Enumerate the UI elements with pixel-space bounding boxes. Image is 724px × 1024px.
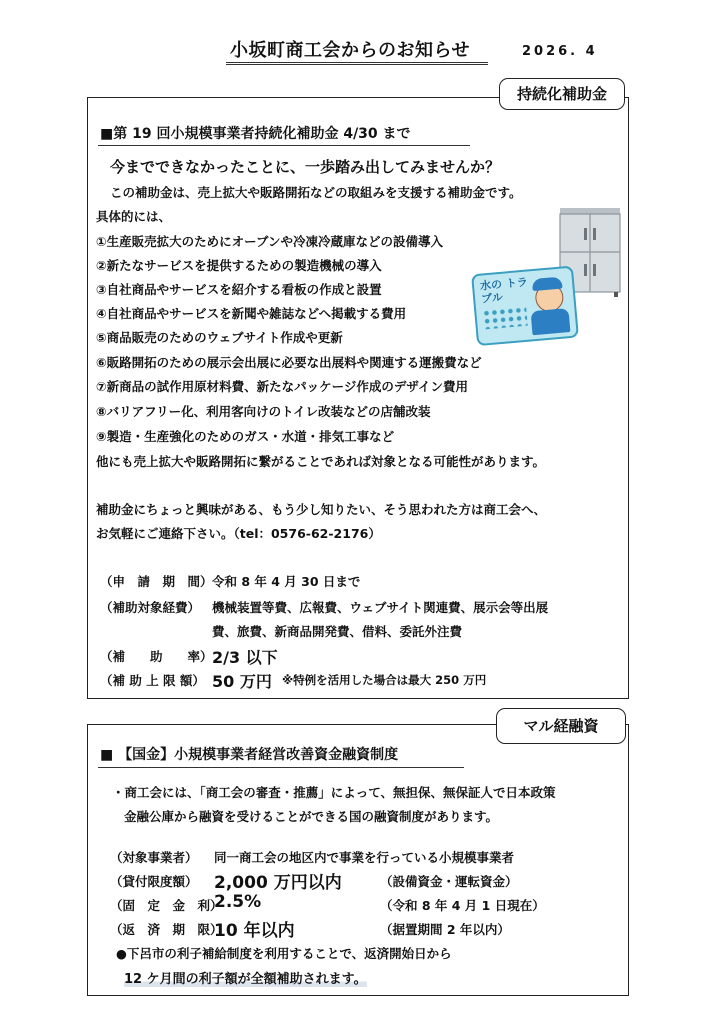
list-item: ①生産販売拡大のためにオーブンや冷凍冷蔵庫などの設備導入 [96, 234, 443, 249]
subsidy-heading: ■第 19 回小規模事業者持続化補助金 4/30 まで [100, 126, 411, 142]
period-value: 令和 8 年 4 月 30 日まで [212, 574, 361, 589]
list-item: ②新たなサービスを提供するための製造機械の導入 [96, 258, 382, 273]
subsidy-specifically: 具体的には、 [96, 209, 172, 224]
expense-value-1: 機械装置等費、広報費、ウェブサイト関連費、展示会等出展 [212, 600, 549, 615]
page-title: 小坂町商工会からのお知らせ [230, 40, 470, 61]
loan-row-label: （固 定 金 利） [110, 898, 223, 913]
subsidy-other: 他にも売上拡大や販路開拓に繋がることであれば対象となる可能性があります。 [96, 454, 546, 469]
issue-date: 2026. 4 [522, 44, 598, 59]
loan-bullet-2: 12 ケ月間の利子額が全額補助されます。 [124, 968, 367, 987]
subsidy-tab: 持続化補助金 [499, 78, 625, 110]
loan-tab: マル経融資 [496, 708, 626, 744]
worker-body [530, 308, 570, 335]
title-underline [226, 62, 488, 65]
loan-row-note: （据置期間 2 年以内） [380, 922, 510, 937]
loan-row-value: 同一商工会の地区内で事業を行っている小規模事業者 [214, 850, 515, 865]
contact-line-2: お気軽にご連絡下さい。（tel：0576-62-2176） [96, 526, 381, 541]
limit-label: （補 助 上 限 額） [100, 673, 205, 688]
period-label: （申 請 期 間） [100, 574, 213, 589]
list-item: ④自社商品やサービスを新聞や雑誌などへ掲載する費用 [96, 306, 407, 321]
loan-row-label: （貸付限度額） [110, 874, 198, 889]
loan-desc-2: 金融公庫から融資を受けることができる国の融資制度があります。 [124, 809, 499, 824]
rate-value: 2/3 以下 [212, 648, 278, 667]
list-item: ⑨製造・生産強化のためのガス・水道・排気工事など [96, 429, 395, 444]
water-trouble-sign [471, 266, 575, 346]
loan-bullet-1: ●下呂市の利子補給制度を利用することで、返済開始日から [116, 946, 452, 961]
loan-row-note: （設備資金・運転資金） [380, 874, 518, 889]
loan-row-note: （令和 8 年 4 月 1 日現在） [380, 898, 545, 913]
loan-heading: ■ 【国金】小規模事業者経営改善資金融資制度 [100, 747, 399, 763]
loan-row-value: 10 年以内 [214, 921, 295, 941]
list-item: ⑧バリアフリー化、利用客向けのトイレ改装などの店舗改装 [96, 404, 431, 419]
subsidy-lead: 今までできなかったことに、一歩踏み出してみませんか？ [110, 158, 501, 176]
contact-line-1: 補助金にちょっと興味がある、もう少し知りたい、そう思われた方は商工会へ、 [96, 502, 547, 517]
loan-heading-underline [98, 767, 464, 768]
limit-note: ※特例を活用した場合は最大 250 万円 [282, 673, 487, 687]
expense-value-2: 費、旅費、新商品開発費、借料、委託外注費 [212, 624, 463, 639]
expense-label: （補助対象経費） [100, 600, 201, 615]
list-item: ⑤商品販売のためのウェブサイト作成や更新 [96, 330, 343, 345]
loan-row-label: （返 済 期 限） [110, 922, 223, 937]
rate-label: （補 助 率） [100, 649, 213, 664]
list-item: ⑥販路開拓のための展示会出展に必要な出展料や関連する運搬費など [96, 355, 482, 370]
list-item: ⑦新商品の試作用原材料費、新たなパッケージ作成のデザイン費用 [96, 379, 468, 394]
loan-row-value: 2,000 万円以内 [214, 873, 342, 893]
limit-value: 50 万円 [212, 672, 272, 691]
sign-dots [482, 306, 528, 330]
subsidy-intro: この補助金は、売上拡大や販路開拓などの取組みを支援する補助金です。 [110, 185, 522, 200]
list-item: ③自社商品やサービスを紹介する看板の作成と設置 [96, 282, 382, 297]
loan-row-label: （対象事業者） [110, 850, 198, 865]
loan-desc-1: ・商工会には、「商工会の審査・推薦」によって、無担保、無保証人で日本政策 [112, 785, 556, 800]
loan-row-value: 2.5% [214, 892, 262, 912]
sign-title: 水の トラブル [479, 275, 529, 306]
subsidy-heading-underline [98, 145, 470, 146]
